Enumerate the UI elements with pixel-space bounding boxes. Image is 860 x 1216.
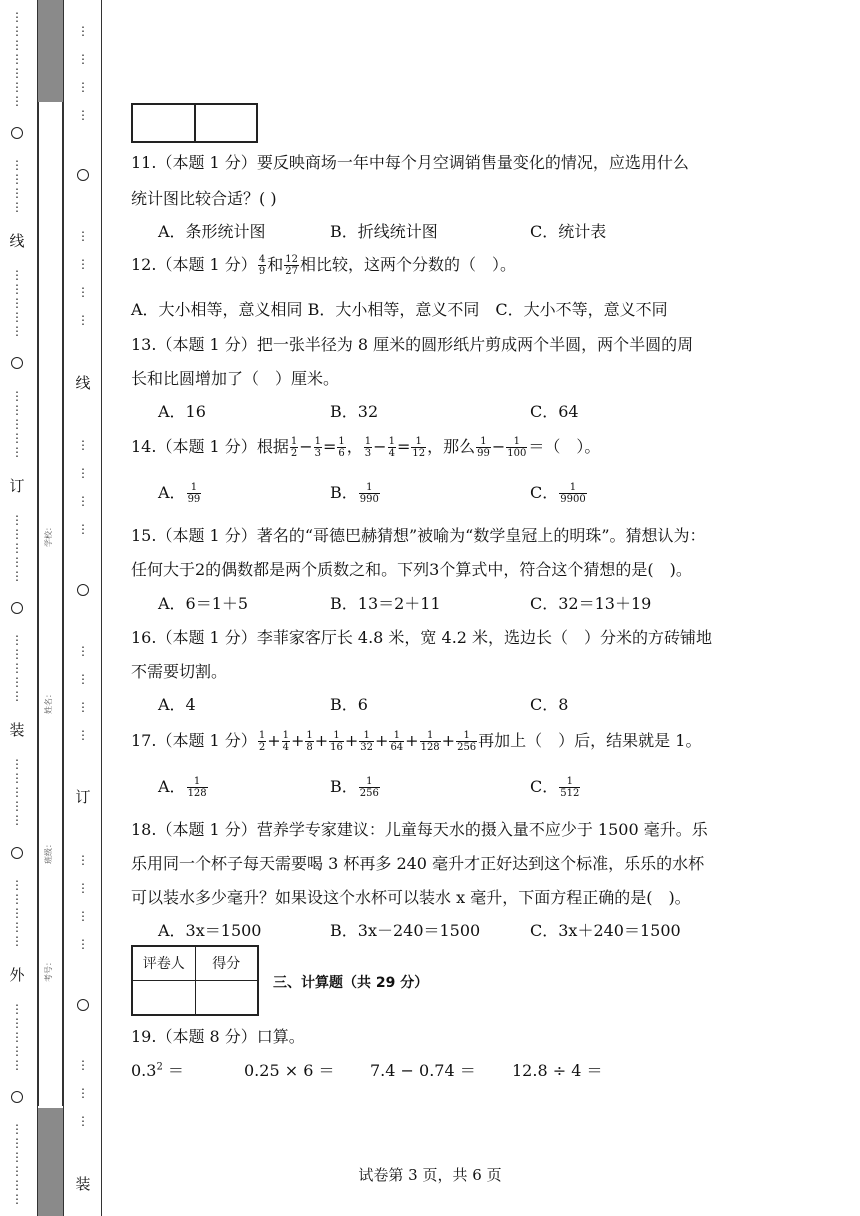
q18-option-a[interactable]: A．3x＝1500	[158, 921, 262, 940]
q12-line1: 12.（本题 1 分） $\frac{4}{9}$ 和 $\frac{12}{27}$ 相比较，这两个分数的（ ）。	[131, 254, 516, 277]
margin-rule	[63, 0, 64, 1216]
q14-option-c[interactable]: C． $\frac{1}{9900}$	[530, 482, 586, 505]
info-label-class: 班级：	[44, 840, 53, 864]
q11-option-c[interactable]: C．统计表	[530, 222, 607, 241]
dots: ⋮ ⋮ ⋮ ⋮	[77, 853, 89, 952]
dots: ⋮ ⋮ ⋮ ⋮ ⋮	[11, 757, 23, 828]
q12-options[interactable]: A．大小相等，意义相同 B．大小相等，意义不同 C．大小不等，意义不同	[131, 300, 668, 319]
dots: ⋮ ⋮ ⋮ ⋮	[77, 643, 89, 742]
inner-mark-line: 线	[75, 373, 91, 392]
dots: ⋮ ⋮ ⋮ ⋮ ⋮	[11, 512, 23, 583]
circle-mark	[77, 584, 89, 596]
q16-option-b[interactable]: B．6	[330, 695, 368, 714]
q15-option-a[interactable]: A．6＝1＋5	[158, 594, 249, 613]
q18-line2: 乐用同一个杯子每天需要喝 3 杯再多 240 毫升才正好达到这个标准，乐乐的水杯	[131, 854, 705, 873]
grader-table	[131, 945, 259, 1016]
q19-item-2: 0.25 × 6 ＝	[244, 1061, 335, 1080]
q19-item-3: 7.4 − 0.74 ＝	[370, 1061, 476, 1080]
circle-mark	[11, 127, 23, 139]
gray-band-bottom	[38, 1108, 63, 1216]
dots: ⋮ ⋮ ⋮ ⋮ ⋮	[11, 633, 23, 704]
dots: ⋮ ⋮ ⋮ ⋮ ⋮	[11, 268, 23, 339]
q13-option-b[interactable]: B．32	[330, 402, 379, 421]
score-box	[131, 103, 258, 143]
inner-mark-bind: 订	[75, 788, 91, 807]
q17-option-b[interactable]: B． $\frac{1}{256}$	[330, 776, 379, 799]
q14-line1: 14.（本题 1 分）根据 $\frac{1}{2}$ − $\frac{1}{3}$ = $\frac{1}{6}$ ， $\frac{1}{3}$ − $\frac{1}{4}$ = $\frac{1}{12}$ ，那么 $\frac{1}{99}$ − $\frac{1}{100}$ ＝（ ）。	[131, 436, 601, 459]
q14-option-a[interactable]: A． $\frac{1}{99}$	[158, 482, 201, 505]
fraction: $\frac{4}{9}$	[258, 254, 266, 277]
q19-header: 19.（本题 8 分）口算。	[131, 1027, 305, 1046]
inner-dotted-column	[75, 0, 91, 1216]
dots: ⋮ ⋮ ⋮ ⋮ ⋮ ⋮	[11, 1122, 23, 1207]
q16-line2: 不需要切割。	[131, 662, 228, 681]
dots: ⋮ ⋮ ⋮ ⋮	[77, 438, 89, 537]
q13-option-a[interactable]: A．16	[158, 402, 206, 421]
inner-mark-staple: 装	[75, 1175, 91, 1194]
q15-line1: 15.（本题 1 分）著名的“哥德巴赫猜想”被喻为“数学皇冠上的明珠”。猜想认为：	[131, 526, 706, 545]
section-title: 三、计算题（共 29 分）	[273, 975, 429, 991]
q14-option-b[interactable]: B． $\frac{1}{990}$	[330, 482, 379, 505]
q18-line1: 18.（本题 1 分）营养学专家建议：儿童每天水的摄入量不应少于 1500 毫升。乐	[131, 820, 708, 839]
circle-mark	[11, 847, 23, 859]
grader-score-label: 得分	[212, 956, 241, 973]
q15-option-b[interactable]: B．13＝2＋11	[330, 594, 441, 613]
q15-option-c[interactable]: C．32＝13＋19	[530, 594, 652, 613]
q16-line1: 16.（本题 1 分）李菲家客厅长 4.8 米，宽 4.2 米，选边长（ ）分米的方砖铺地	[131, 628, 713, 647]
margin-mark-bind: 订	[9, 476, 25, 495]
q11-option-b[interactable]: B．折线统计图	[330, 222, 438, 241]
grader-score-cell[interactable]	[196, 981, 258, 1015]
circle-mark	[11, 602, 23, 614]
info-label-id: 考号：	[44, 958, 53, 982]
dots: ⋮ ⋮ ⋮ ⋮	[77, 229, 89, 328]
dots: ⋮ ⋮ ⋮	[77, 1058, 89, 1129]
dots: ⋮ ⋮ ⋮ ⋮	[11, 157, 23, 214]
grader-reviewer-label: 评卷人	[133, 947, 196, 980]
q15-line2: 任何大于2的偶数都是两个质数之和。下列3个算式中，符合这个猜想的是( )。	[131, 560, 692, 579]
dots: ⋮ ⋮ ⋮ ⋮ ⋮	[11, 1002, 23, 1073]
q11-line1: 11.（本题 1 分）要反映商场一年中每个月空调销售量变化的情况，应选用什么	[131, 153, 689, 172]
q13-option-c[interactable]: C．64	[530, 402, 579, 421]
margin-rule	[101, 0, 102, 1216]
q19-item-1: $0.3^2$ ＝	[131, 1061, 184, 1080]
margin-mark-staple: 装	[9, 721, 25, 740]
circle-mark	[77, 169, 89, 181]
margin-mark-line: 线	[9, 232, 25, 251]
q17-option-a[interactable]: A． $\frac{1}{128}$	[158, 776, 207, 799]
circle-mark	[77, 999, 89, 1011]
q17-option-c[interactable]: C． $\frac{1}{512}$	[530, 776, 580, 799]
dots: ⋮ ⋮ ⋮ ⋮	[77, 23, 89, 122]
fraction: $\frac{12}{27}$	[285, 254, 298, 277]
q13-line1: 13.（本题 1 分）把一张半径为 8 厘米的圆形纸片剪成两个半圆，两个半圆的周	[131, 335, 694, 354]
outer-dotted-column	[10, 0, 24, 1216]
q13-line2: 长和比圆增加了（ ）厘米。	[131, 369, 340, 388]
page-footer: 试卷第 3 页，共 6 页	[358, 1166, 502, 1184]
q18-line3: 可以装水多少毫升？如果设这个水杯可以装水 x 毫升，下面方程正确的是( )。	[131, 888, 691, 907]
circle-mark	[11, 1091, 23, 1103]
q11-option-a[interactable]: A．条形统计图	[158, 222, 266, 241]
q18-option-b[interactable]: B．3x－240＝1500	[330, 921, 481, 940]
q17-line1: 17.（本题 1 分） $\frac{1}{2}$ + $\frac{1}{4}$ + $\frac{1}{8}$ + $\frac{1}{16}$ + $\frac{1}{32}$ + $\frac{1}{64}$ + $\frac{1}{128}$ + $\frac{1}{256}$ 再加上（ ）后，结果就是 1。	[131, 730, 702, 753]
gray-band-top	[38, 0, 63, 102]
student-info-column	[38, 102, 63, 1106]
circle-mark	[11, 357, 23, 369]
info-label-name: 姓名：	[44, 690, 53, 714]
grader-reviewer-cell[interactable]	[133, 981, 196, 1015]
dots: ⋮ ⋮ ⋮ ⋮ ⋮	[11, 388, 23, 459]
q19-item-4: 12.8 ÷ 4 ＝	[512, 1061, 603, 1080]
dots: ⋮ ⋮ ⋮ ⋮ ⋮ ⋮ ⋮	[11, 9, 23, 108]
q16-option-c[interactable]: C．8	[530, 695, 569, 714]
margin-mark-outside: 外	[9, 965, 25, 984]
q11-line2: 统计图比较合适？( )	[131, 189, 277, 208]
dots: ⋮ ⋮ ⋮ ⋮ ⋮	[11, 877, 23, 948]
q16-option-a[interactable]: A．4	[158, 695, 196, 714]
info-label-school: 学校：	[44, 523, 53, 547]
q18-option-c[interactable]: C．3x＋240＝1500	[530, 921, 681, 940]
